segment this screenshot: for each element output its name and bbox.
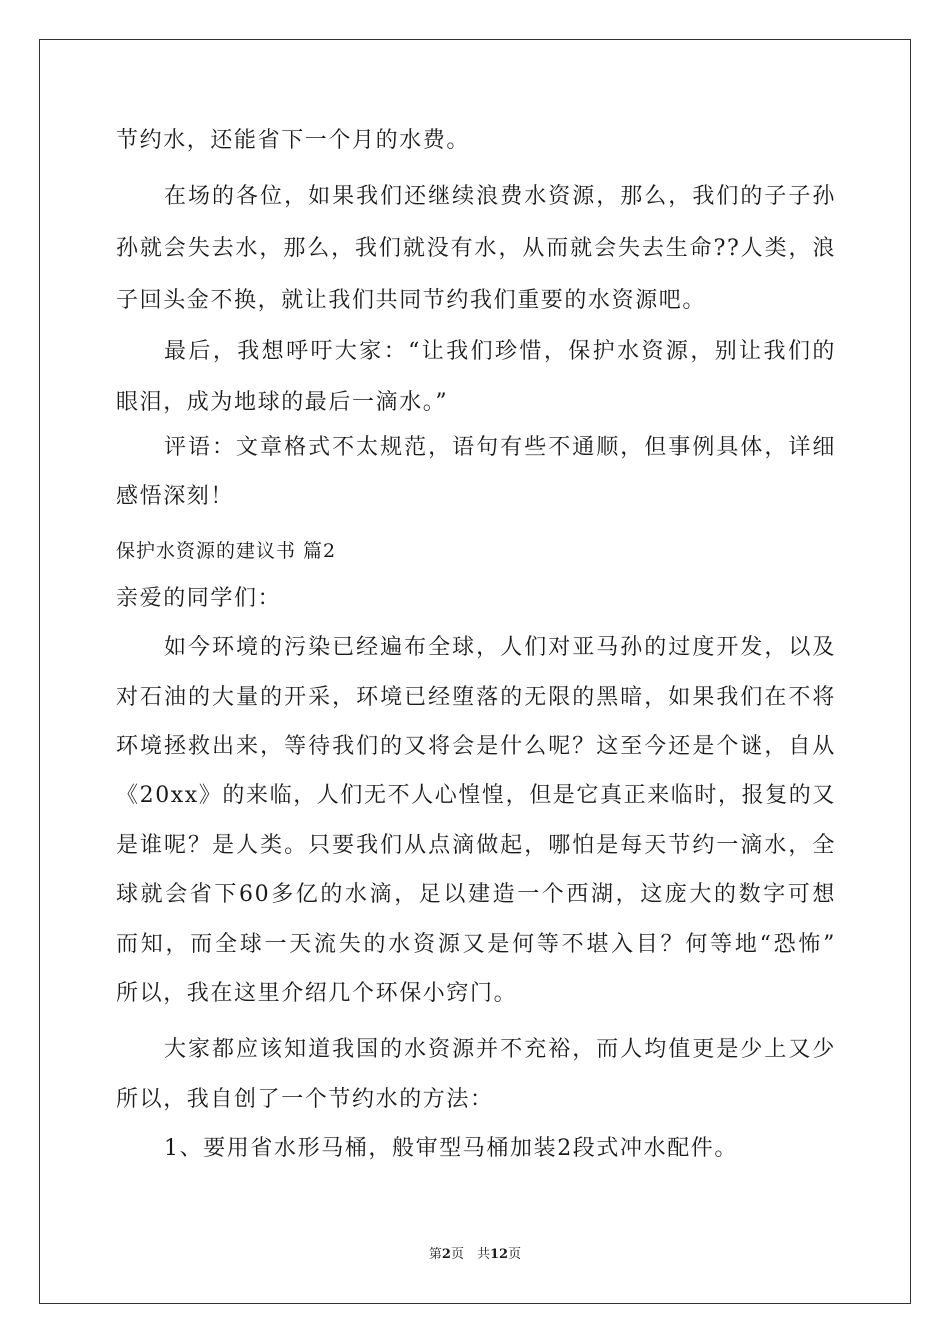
text-line: 而知，而全球一天流失的水资源又是何等不堪入目？何等地“恐怖” (116, 932, 836, 957)
text-line: 如今环境的污染已经遍布全球，人们对亚马孙的过度开发，以及 (164, 635, 836, 660)
page-current: 2 (441, 1247, 451, 1262)
text-line: 环境拯救出来，等待我们的又将会是什么呢？这至今还是个谜，自从 (116, 734, 836, 759)
text-line: 在场的各位，如果我们还继续浪费水资源，那么，我们的子子孙 (164, 184, 836, 209)
text-line: 《20xx》的来临，人们无不人心惶惶，但是它真正来临时，报复的又 (116, 783, 837, 808)
text-line: 所以，我自创了一个节约水的方法： (116, 1087, 494, 1112)
text-line: 节约水，还能省下一个月的水费。 (116, 128, 471, 153)
salutation: 亲爱的同学们： (116, 586, 282, 611)
page-mid: 页 共 (450, 1247, 490, 1262)
section-heading: 保护水资源的建议书 篇2 (116, 540, 337, 562)
text-line: 感悟深刻！ (116, 484, 235, 509)
text-line: 子回头金不换，就让我们共同节约我们重要的水资源吧。 (116, 288, 707, 313)
page-footer (0, 1247, 950, 1263)
list-item: 1、要用省水形马桶，般审型马桶加装2段式冲水配件。 (164, 1136, 738, 1161)
text-line: 眼泪，成为地球的最后一滴水。” (116, 390, 449, 415)
page-suffix: 页 (508, 1247, 522, 1262)
text-line: 所以，我在这里介绍几个环保小窍门。 (116, 981, 518, 1006)
text-line: 孙就会失去水，那么，我们就没有水，从而就会失去生命??人类，浪 (116, 236, 836, 261)
text-line: 球就会省下60多亿的水滴，足以建造一个西湖，这庞大的数字可想 (116, 882, 836, 907)
text-line: 是谁呢？是人类。只要我们从点滴做起，哪怕是每天节约一滴水，全 (116, 833, 836, 858)
text-line: 对石油的大量的开采，环境已经堕落的无限的黑暗，如果我们在不将 (116, 685, 836, 710)
text-line: 最后，我想呼吁大家：“让我们珍惜，保护水资源，别让我们的 (164, 339, 836, 364)
page-frame (39, 39, 911, 1304)
text-line: 评语：文章格式不太规范，语句有些不通顺，但事例具体，详细 (164, 435, 836, 460)
page-prefix: 第 (428, 1247, 442, 1262)
text-line: 大家都应该知道我国的水资源并不充裕，而人均值更是少上又少 (164, 1037, 836, 1062)
page-total: 12 (489, 1247, 509, 1262)
